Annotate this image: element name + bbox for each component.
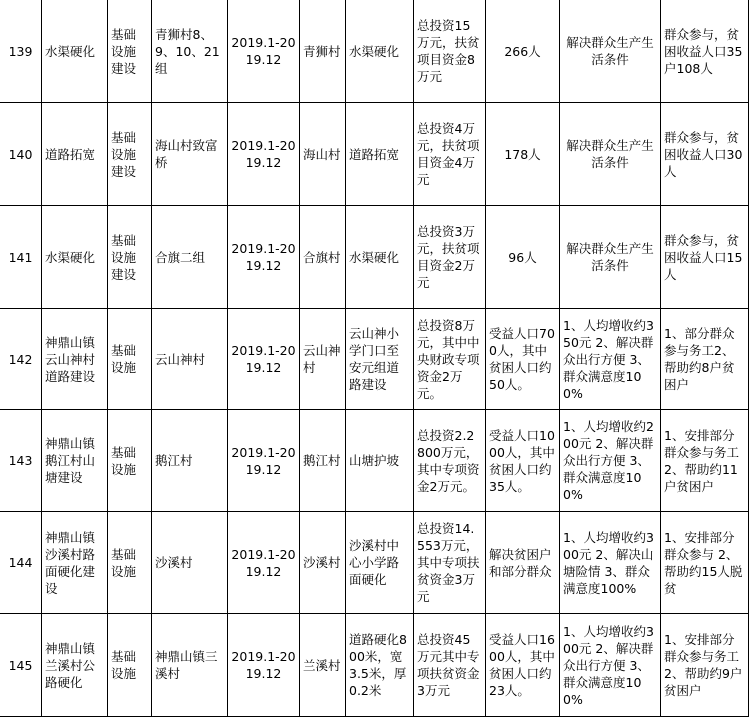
project-name: 水渠硬化 (42, 0, 108, 103)
investment-amount: 总投资4万元，扶贫项目资金4万元 (414, 103, 486, 206)
project-period: 2019.1-2019.12 (228, 0, 300, 103)
beneficiaries: 266人 (486, 0, 560, 103)
investment-amount: 总投资3万元，扶贫项目资金2万元 (414, 206, 486, 309)
table-row (0, 410, 749, 512)
next-row-edge (0, 716, 749, 720)
performance-goal: 1、人均增收约200元 2、解决群众出行方便 3、群众满意度100% (560, 410, 661, 512)
project-name: 神鼎山镇兰溪村公路硬化 (42, 614, 108, 717)
project-category: 基础设施建设 (108, 103, 152, 206)
performance-goal: 解决群众生产生活条件 (560, 0, 661, 103)
performance-goal: 解决群众生产生活条件 (560, 103, 661, 206)
performance-goal: 1、人均增收约350元 2、解决群众出行方便 3、群众满意度100% (560, 309, 661, 410)
beneficiaries: 受益人口700人，其中贫困人口约50人。 (486, 309, 560, 410)
project-period: 2019.1-2019.12 (228, 410, 300, 512)
row-number: 141 (0, 206, 42, 309)
project-category: 基础设施 (108, 512, 152, 614)
benefit-mechanism: 1、安排部分群众参与务工 2、帮助约9户贫困户 (661, 614, 749, 717)
performance-goal: 1、人均增收约300元 2、解决山塘险情 3、群众满意度100% (560, 512, 661, 614)
village-name: 云山神村 (300, 309, 346, 410)
performance-goal: 解决群众生产生活条件 (560, 206, 661, 309)
benefit-mechanism: 群众参与，贫困收益人口30人 (661, 103, 749, 206)
construction-content: 道路拓宽 (346, 103, 414, 206)
project-period: 2019.1-2019.12 (228, 206, 300, 309)
benefit-mechanism: 1、部分群众参与务工2、帮助约8户贫困户 (661, 309, 749, 410)
benefit-mechanism: 1、安排部分群众参与 2、帮助约15人脱贫 (661, 512, 749, 614)
project-location: 海山村致富桥 (152, 103, 228, 206)
village-name: 合旗村 (300, 206, 346, 309)
table-row (0, 309, 749, 410)
construction-content: 道路硬化800米，宽3.5米，厚0.2米 (346, 614, 414, 717)
row-number: 145 (0, 614, 42, 717)
project-category: 基础设施建设 (108, 206, 152, 309)
project-name: 神鼎山镇沙溪村路面硬化建设 (42, 512, 108, 614)
table-row (0, 103, 749, 206)
project-name: 道路拓宽 (42, 103, 108, 206)
project-location: 青狮村8、9、10、21组 (152, 0, 228, 103)
beneficiaries: 受益人口1000人，其中贫困人口约35人。 (486, 410, 560, 512)
project-period: 2019.1-2019.12 (228, 512, 300, 614)
row-number: 144 (0, 512, 42, 614)
village-name: 海山村 (300, 103, 346, 206)
row-number: 142 (0, 309, 42, 410)
project-period: 2019.1-2019.12 (228, 103, 300, 206)
project-name: 神鼎山镇云山神村道路建设 (42, 309, 108, 410)
project-category: 基础设施建设 (108, 0, 152, 103)
table-row (0, 512, 749, 614)
row-number: 140 (0, 103, 42, 206)
investment-amount: 总投资45万元其中专项扶贫资金3万元 (414, 614, 486, 717)
construction-content: 水渠硬化 (346, 0, 414, 103)
project-location: 鹅江村 (152, 410, 228, 512)
investment-amount: 总投资14.553万元，其中专项扶贫资金3万元 (414, 512, 486, 614)
village-name: 青狮村 (300, 0, 346, 103)
project-location: 合旗二组 (152, 206, 228, 309)
investment-amount: 总投资15万元，扶贫项目资金8万元 (414, 0, 486, 103)
village-name: 兰溪村 (300, 614, 346, 717)
project-name: 神鼎山镇鹅江村山塘建设 (42, 410, 108, 512)
investment-amount: 总投资2.2800万元，其中专项资金2万元。 (414, 410, 486, 512)
construction-content: 山塘护坡 (346, 410, 414, 512)
village-name: 鹅江村 (300, 410, 346, 512)
row-number: 139 (0, 0, 42, 103)
benefit-mechanism: 群众参与，贫困收益人口15人 (661, 206, 749, 309)
construction-content: 沙溪村中心小学路面硬化 (346, 512, 414, 614)
beneficiaries: 解决贫困户和部分群众 (486, 512, 560, 614)
beneficiaries: 受益人口1600人，其中贫困人口约23人。 (486, 614, 560, 717)
project-period: 2019.1-2019.12 (228, 309, 300, 410)
table-row (0, 206, 749, 309)
project-location: 云山神村 (152, 309, 228, 410)
project-category: 基础设施 (108, 309, 152, 410)
project-category: 基础设施 (108, 410, 152, 512)
construction-content: 水渠硬化 (346, 206, 414, 309)
investment-amount: 总投资8万元，其中中央财政专项资金2万元。 (414, 309, 486, 410)
project-location: 沙溪村 (152, 512, 228, 614)
project-location: 神鼎山镇三溪村 (152, 614, 228, 717)
benefit-mechanism: 群众参与，贫困收益人口35户108人 (661, 0, 749, 103)
row-number: 143 (0, 410, 42, 512)
benefit-mechanism: 1、安排部分群众参与务工 2、帮助约11户贫困户 (661, 410, 749, 512)
table-row (0, 614, 749, 717)
project-category: 基础设施 (108, 614, 152, 717)
beneficiaries: 178人 (486, 103, 560, 206)
project-period: 2019.1-2019.12 (228, 614, 300, 717)
project-name: 水渠硬化 (42, 206, 108, 309)
table-row (0, 0, 749, 103)
beneficiaries: 96人 (486, 206, 560, 309)
performance-goal: 1、人均增收约300元 2、解决群众出行方便 3、群众满意度100% (560, 614, 661, 717)
village-name: 沙溪村 (300, 512, 346, 614)
construction-content: 云山神小学门口至安元组道路建设 (346, 309, 414, 410)
